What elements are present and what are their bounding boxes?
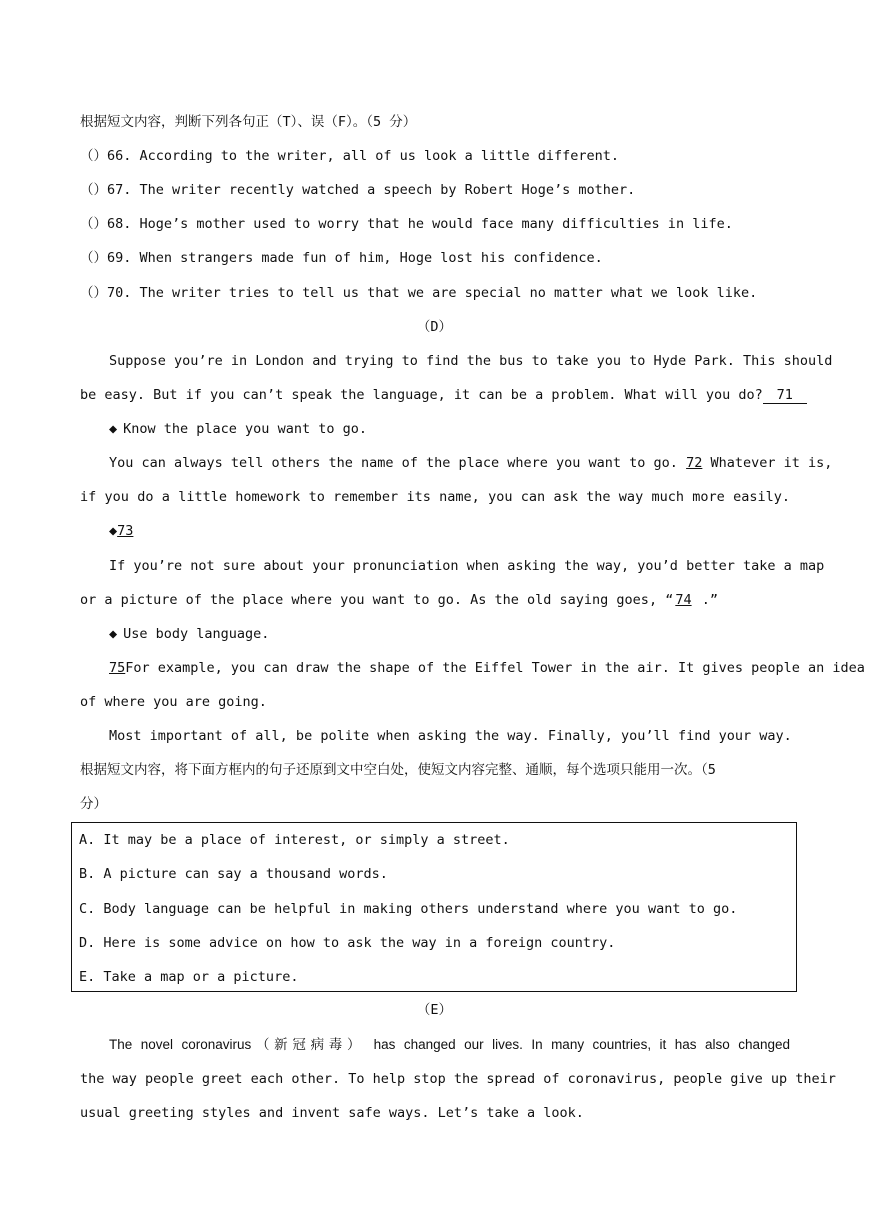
diamond-icon: ◆ (109, 626, 118, 642)
option-b: B. A picture can say a thousand words. (79, 866, 388, 882)
answer-bracket[interactable]: （） (80, 250, 107, 266)
answer-bracket[interactable]: （） (80, 285, 107, 301)
passage-d-p1-line2 (80, 386, 807, 404)
bullet-know-place (109, 420, 367, 438)
passage-d-text: be easy. But if you can’t speak the language, it can be a problem. What will you do? (80, 387, 763, 403)
answer-bracket[interactable]: （） (80, 182, 107, 198)
passage-d-text: or a picture of the place where you want to go. As the old saying goes, “ (80, 592, 674, 608)
bullet-73 (109, 522, 133, 540)
tf-item-text: 67. The writer recently watched a speech by Robert Hoge’s mother. (107, 182, 636, 198)
bullet-body-language (109, 625, 269, 643)
diamond-icon: ◆ (109, 421, 118, 437)
tf-item-68 (80, 215, 733, 233)
bullet-text: Use body language. (123, 626, 270, 642)
passage-d-text: .” (701, 592, 718, 608)
blank-75[interactable]: 75 (109, 660, 126, 676)
tf-item-text: 68. Hoge’s mother used to worry that he would face many difficulties in life. (107, 216, 733, 232)
bullet-text: Know the place you want to go. (123, 421, 367, 437)
blank-71[interactable]: 71 (763, 387, 807, 404)
tf-item-text: 66. According to the writer, all of us look a little different. (107, 148, 620, 164)
passage-e-line1: The novel coronavirus（新冠病毒） has changed our lives. In many countries, it has also changed (109, 1037, 790, 1052)
blank-74[interactable]: 74 (675, 592, 692, 608)
answer-bracket[interactable]: （） (80, 148, 107, 164)
answer-bracket[interactable]: （） (80, 216, 107, 232)
option-e: E. Take a map or a picture. (79, 969, 299, 985)
tf-item-67 (80, 181, 635, 199)
passage-d-p4-line2: of where you are going. (80, 694, 267, 710)
passage-d-p4-line1 (109, 659, 865, 677)
passage-d-p1-line1: Suppose you’re in London and trying to find the bus to take you to Hyde Park. This should (109, 353, 833, 369)
option-a: A. It may be a place of interest, or simply a street. (79, 832, 510, 848)
passage-d-text: Whatever it is, (710, 455, 833, 471)
tf-item-69 (80, 249, 603, 267)
option-c: C. Body language can be helpful in making others understand where you want to go. (79, 901, 738, 917)
option-d: D. Here is some advice on how to ask the way in a foreign country. (79, 935, 616, 951)
passage-d-text: You can always tell others the name of the place where you want to go. (109, 455, 678, 471)
blank-72[interactable]: 72 (686, 455, 703, 471)
passage-e-line2: the way people greet each other. To help stop the spread of coronavirus, people give up their (80, 1071, 836, 1087)
tf-item-text: 69. When strangers made fun of him, Hoge lost his confidence. (107, 250, 603, 266)
passage-d-p5: Most important of all, be polite when asking the way. Finally, you’ll find your way. (109, 728, 792, 744)
tf-item-66 (80, 147, 619, 165)
passage-d-text: For example, you can draw the shape of the Eiffel Tower in the air. It gives people an idea (125, 660, 865, 676)
passage-d-p3-line1: If you’re not sure about your pronunciation when asking the way, you’d better take a map (109, 558, 825, 574)
diamond-icon: ◆ (109, 523, 118, 539)
tf-instruction: 根据短文内容，判断下列各句正（T）、误（F）。（5 分） (80, 114, 417, 130)
tf-item-70 (80, 284, 757, 302)
passage-e-line3: usual greeting styles and invent safe ways. Let’s take a look. (80, 1105, 584, 1121)
tf-item-text: 70. The writer tries to tell us that we are special no matter what we look like. (107, 285, 758, 301)
matching-instruction-line2: 分） (80, 796, 107, 812)
passage-d-p2-line2: if you do a little homework to remember its name, you can ask the way much more easily. (80, 489, 790, 505)
section-label-d: （D） (416, 319, 453, 335)
section-label-e: （E） (416, 1002, 453, 1018)
passage-d-p2-line1 (109, 454, 832, 472)
matching-instruction-line1: 根据短文内容，将下面方框内的句子还原到文中空白处，使短文内容完整、通顺，每个选项只能用一次。（5 (80, 762, 716, 778)
options-box (71, 822, 797, 992)
passage-d-p3-line2 (80, 591, 718, 609)
blank-73[interactable]: 73 (117, 523, 134, 539)
